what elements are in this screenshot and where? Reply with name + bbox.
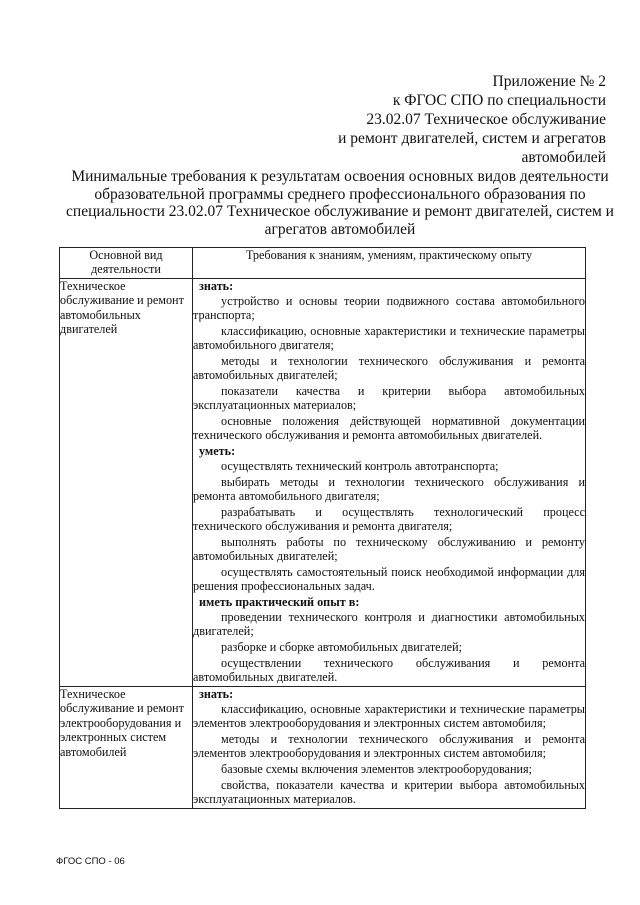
list-item: выполнять работы по техническому обслуживанию и ремонту автомобильных двигателей; bbox=[193, 535, 585, 563]
list-item: разборке и сборке автомобильных двигателей; bbox=[221, 640, 462, 654]
requirements-table bbox=[59, 247, 586, 809]
title-line: специальности 23.02.07 Техническое обслуживание и ремонт двигателей, систем и bbox=[66, 203, 614, 220]
list-item: проведении технического контроля и диагностики автомобильных двигателей; bbox=[193, 610, 585, 638]
table-header-row bbox=[60, 248, 586, 279]
appendix-line: автомобилей bbox=[521, 149, 606, 166]
footer-code: ФГОС СПО - 06 bbox=[56, 856, 125, 867]
list-item: базовые схемы включения элементов электрооборудования; bbox=[221, 762, 532, 776]
activity-cell: Техническое обслуживание и ремонт автомобильных двигателей bbox=[60, 279, 193, 687]
header-activity: Основной вид деятельности bbox=[60, 248, 193, 279]
section-label: знать: bbox=[199, 687, 234, 701]
header-requirements: Требования к знаниям, умениям, практическому опыту bbox=[193, 248, 586, 279]
list-item: разрабатывать и осуществлять технологический процесс технического обслуживания и ремонта двигателя; bbox=[193, 505, 585, 533]
list-item: осуществлении технического обслуживания и ремонта автомобильных двигателей. bbox=[193, 656, 585, 684]
list-item: методы и технологии технического обслуживания и ремонта элементов электрооборудования и электронных систем автомобиля; bbox=[193, 732, 585, 760]
table-row bbox=[60, 279, 586, 687]
list-item: методы и технологии технического обслуживания и ремонта автомобильных двигателей; bbox=[193, 354, 585, 382]
appendix-line: к ФГОС СПО по специальности bbox=[392, 92, 606, 109]
appendix-line: Приложение № 2 bbox=[492, 73, 606, 90]
list-item: выбирать методы и технологии технического обслуживания и ремонта автомобильного двигателя; bbox=[193, 475, 585, 503]
appendix-line: 23.02.07 Техническое обслуживание bbox=[366, 111, 606, 128]
section-label: уметь: bbox=[199, 444, 236, 458]
activity-cell: Техническое обслуживание и ремонт электрооборудования и электронных систем автомобилей bbox=[60, 687, 193, 809]
appendix-header bbox=[286, 72, 606, 167]
title-line: образовательной программы среднего профессионального образования по bbox=[94, 185, 586, 203]
table-row bbox=[60, 687, 586, 809]
section-label: знать: bbox=[199, 279, 234, 293]
list-item: классификацию, основные характеристики и технические параметры автомобильного двигателя; bbox=[193, 324, 585, 352]
list-item: устройство и основы теории подвижного состава автомобильного транспорта; bbox=[193, 294, 585, 322]
title-line: Минимальные требования к результатам освоения основных видов деятельности bbox=[71, 168, 609, 185]
requirements-cell bbox=[193, 687, 586, 809]
document-title bbox=[60, 168, 620, 238]
list-item: показатели качества и критерии выбора автомобильных эксплуатационных материалов; bbox=[193, 384, 585, 412]
list-item: основные положения действующей нормативной документации технического обслуживания и ремонта автомобильных двигателей. bbox=[193, 414, 585, 442]
list-item: свойства, показатели качества и критерии выбора автомобильных эксплуатационных материалов. bbox=[193, 778, 585, 806]
list-item: осуществлять технический контроль автотранспорта; bbox=[221, 459, 499, 473]
appendix-line: и ремонт двигателей, систем и агрегатов bbox=[338, 130, 606, 147]
requirements-cell bbox=[193, 279, 586, 687]
list-item: осуществлять самостоятельный поиск необходимой информации для решения профессиональных задач. bbox=[193, 565, 585, 593]
section-label: иметь практический опыт в: bbox=[199, 595, 360, 609]
title-line: агрегатов автомобилей bbox=[264, 220, 416, 238]
list-item: классификацию, основные характеристики и технические параметры элементов электрооборудования и электронных систем автомобиля; bbox=[193, 702, 585, 730]
